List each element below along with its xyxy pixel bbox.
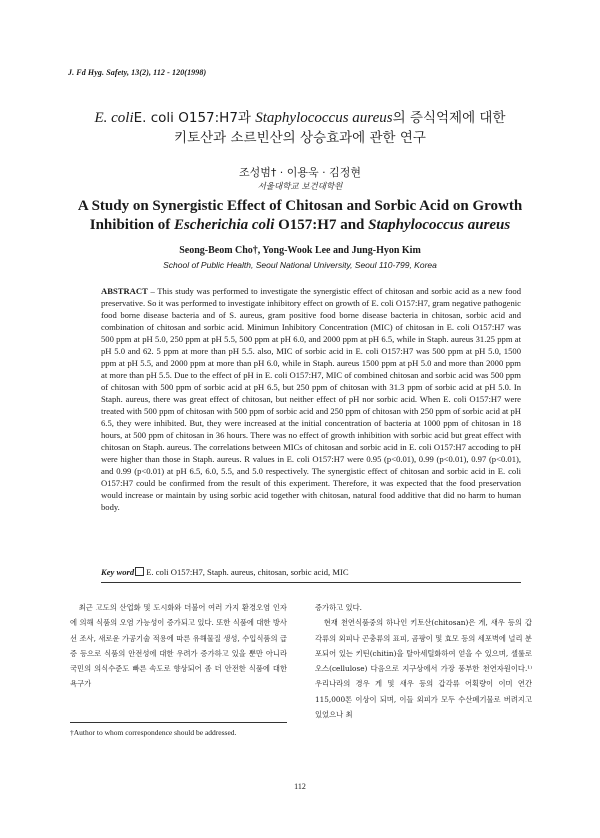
title-en-prefix: Inhibition of — [89, 217, 174, 233]
body-paragraph: 증가하고 있다. — [315, 603, 362, 612]
title-english-line2 — [0, 215, 600, 235]
keyword-label: Key word — [101, 567, 135, 577]
keyword-text: E. coli O157:H7, Staph. aureus, chitosan, sorbic acid, MIC — [146, 567, 349, 577]
affiliation-korean: 서울대학교 보건대학원 — [257, 182, 343, 192]
keyword-box-icon — [135, 567, 144, 576]
title-korean-line2: 키토산과 소르빈산의 상승효과에 관한 연구 — [174, 130, 426, 146]
keyword-divider — [101, 582, 521, 583]
title-en-species-2: Staphylococcus aureus — [368, 217, 511, 233]
title-ko-species-1: E. coli — [94, 110, 134, 126]
journal-reference: J. Fd Hyg. Safety, 13(2), 112 - 120(1998) — [68, 68, 207, 77]
title-english-line1: A Study on Synergistic Effect of Chitosan and Sorbic Acid on Growth — [77, 198, 523, 214]
authors-korean: 조성범† · 이용욱 · 김정현 — [238, 166, 362, 179]
affiliation-english: School of Public Health, Seoul National University, Seoul 110-799, Korea — [163, 260, 437, 270]
page-number: 112 — [294, 782, 306, 791]
body-paragraph: 최근 고도의 산업화 및 도시화와 더불어 여러 가지 환경오염 인자에 의해 식품의 오염 가능성이 증가되고 있다. 또한 식품에 대한 방사선 조사, 새로운 가공기술 적용에 따른 유해물질 생성, 수입식품의 급증 등으로 식품의 안전성에 대한 우려가 증가하고 있을 뿐만 아니라 국민의 의식수준도 빠른 속도로 향상되어 좀 더 안전한 식품에 대한 욕구가 — [70, 603, 287, 689]
title-ko-suffix: 의 증식억제에 대한 — [392, 110, 506, 126]
title-ko-prefix: E. coli O157:H7과 — [133, 110, 256, 126]
abstract-heading: ABSTRACT — [101, 286, 148, 296]
abstract — [101, 285, 521, 513]
footnote-divider — [70, 722, 287, 723]
title-korean-line1 — [0, 108, 600, 128]
body-paragraph: 현재 천연식품중의 하나인 키토산(chitosan)은 게, 새우 등의 갑각류의 외피나 곤충류의 표피, 곰팡이 및 효모 등의 세포벽에 널리 분포되어 있는 키틴(chitin)을 탈아세틸화하여 얻을 수 있으며, 셀룰로오스(cellulose) 다음으로 지구상에서 가장 풍부한 천연자원이다.¹⁾ 우리나라의 경우 게 및 새우 등의 갑각류 어획량이 이미 연간 115,000톤 이상이 되며, 이들 외피가 모두 수산폐기물로 버려지고 있었으나 최 — [315, 618, 532, 720]
keywords — [101, 567, 521, 577]
title-ko-species-2: Staphylococcus aureus — [255, 110, 393, 126]
title-en-species-1: Escherichia coli — [173, 217, 275, 233]
footnote: †Author to whom correspondence should be addressed. — [70, 728, 237, 737]
abstract-text: – This study was performed to investigate the synergistic effect of chitosan and sorbic acid as a new food preservative. So it was performed to investigate inhibitory effect on growth of E. coli O157:H7, gram negative pathogenic food borne disease bacteria and of S. aureus, gram positive food borne disease bacteria in chitosan, sorbic acid and combination of chitosan and sorbic acid. Minimun Inhibitory Concentration (MIC) of chitosan in E. coli O157:H7 was 500 ppm at pH 5.0, 250 ppm at pH 5.5, 500 ppm at pH 6.0, and 2000 ppm at pH 6.5, while in Staph. aureus 31.25 ppm at pH 5.0 and 62. 5 ppm at more than pH 5.5. also, MIC of sorbic acid in E. coli O157:H7 was 500 ppm at pH 5.0, 1500 ppm at pH 5.5, and 2000 ppm at more than pH 6.0, while in Staph. aureus 1500 ppm at pH 5.0 and more than 2000 ppm at more than pH 5.5. Due to the effect of pH in E. coli O157:H7, MIC of combined chitosan and sorbic acid was 500 ppm of chitosan with 500 ppm of sorbic acid at pH 6.5, but 250 ppm of chitosan with 31.3 ppm of sorbic acid at pH 5.0. In Staph. aureus, there was great effect of chitosan, but neither effect of pH nor sorbic acid. When E. coli O157:H7 were treated with 500 ppm of chitosan with 500 ppm of sorbic acid and 250 ppm of chitosan with 250 ppm of sorbic acid at pH 6.5, they were inhibited. But, they were increased at the initial concentration of bacteria at 1000 ppm of chitosan in 18 hours, at 500 ppm of chitosan in 36 hours. There was no effect of growth inhibition with sorbic acid but great effect with chitosan on Staph. aureus. The correlations between MICs of chitosan and sorbic acid in E. coli O157:H7 accoding to pH were higher than those in Staph. aureus. R values in E. coli O157:H7 were 0.95 (p<0.01), 0.99 (p<0.01), 0.97 (p<0.01), and 0.99 (p<0.01) at pH 6.5, 6.0, 5.5, and 5.0 respectively. The synergistic effect of chitosan and sorbic acid in E. coli O157:H7 could be confirmed from the result of this experiment. Therefore, it was expected that the food preservation would increase or maintain by using sorbic acid together with chitosan, natural food additive that did no harm to human body. — [101, 286, 521, 512]
body-column-right — [315, 600, 532, 722]
authors-english: Seong-Beom Cho†, Yong-Wook Lee and Jung-Hyon Kim — [179, 245, 421, 256]
body-column-left — [70, 600, 287, 692]
title-en-mid: O157:H7 and — [274, 217, 369, 233]
